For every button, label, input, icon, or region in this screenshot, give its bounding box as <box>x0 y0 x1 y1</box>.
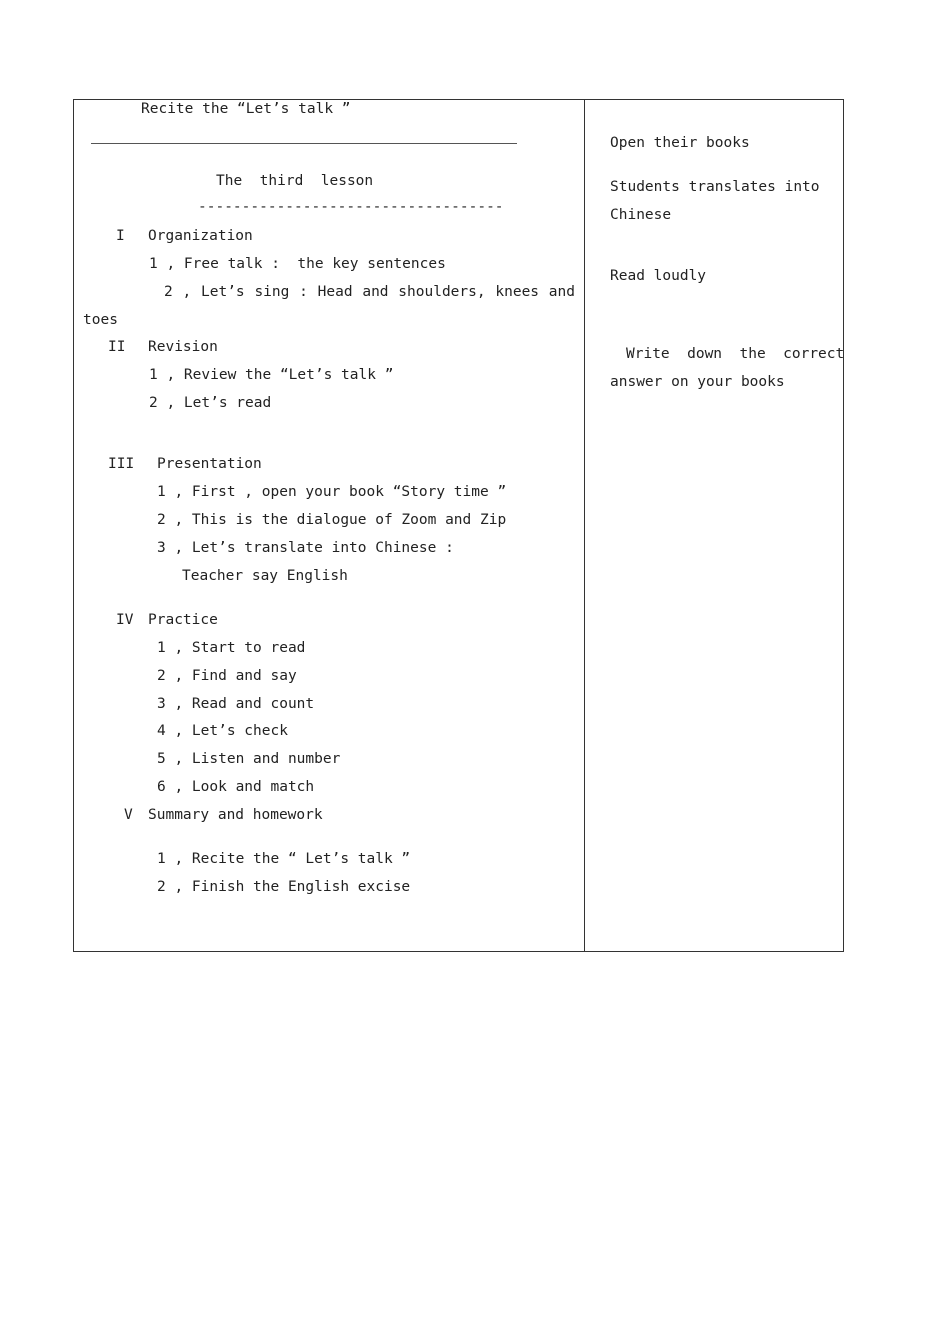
section-5-item-2: 2 , Finish the English excise <box>157 879 411 895</box>
section-5-title: Summary and homework <box>148 807 323 823</box>
lesson-title: The third lesson <box>216 173 374 189</box>
section-1-item-1: 1 , Free talk : the key sentences <box>149 256 446 272</box>
section-4-number: IV <box>116 612 134 628</box>
horizontal-rule <box>91 143 517 144</box>
section-4-title: Practice <box>148 612 218 628</box>
section-3-item-1: 1 , First , open your book “Story time ” <box>157 484 507 500</box>
note-translate-line-1: Students translates into <box>610 179 820 195</box>
section-3-title: Presentation <box>157 456 262 472</box>
section-1-item-2: 2 , Let’s sing : Head and shoulders, knees and <box>164 284 575 300</box>
section-2-number: II <box>108 339 126 355</box>
section-5-item-1: 1 , Recite the “ Let’s talk ” <box>157 851 411 867</box>
note-translate-line-2: Chinese <box>610 207 672 223</box>
section-2-item-1: 1 , Review the “Let’s talk ” <box>149 367 394 383</box>
column-divider <box>584 99 585 952</box>
section-4-item-6: 6 , Look and match <box>157 779 315 795</box>
section-3-item-2: 2 , This is the dialogue of Zoom and Zip <box>157 512 507 528</box>
section-4-item-4: 4 , Let’s check <box>157 723 288 739</box>
section-2-title: Revision <box>148 339 218 355</box>
section-3-item-3: 3 , Let’s translate into Chinese : <box>157 540 454 556</box>
section-3-item-3-sub: Teacher say English <box>182 568 348 584</box>
note-read-loudly: Read loudly <box>610 268 707 284</box>
note-open-books: Open their books <box>610 135 750 151</box>
section-1-title: Organization <box>148 228 253 244</box>
note-write-line-1: Write down the correct <box>626 346 845 362</box>
section-4-item-1: 1 , Start to read <box>157 640 306 656</box>
recite-line: Recite the “Let’s talk ” <box>141 101 351 117</box>
section-2-item-2: 2 , Let’s read <box>149 395 272 411</box>
section-4-item-3: 3 , Read and count <box>157 696 315 712</box>
section-4-item-2: 2 , Find and say <box>157 668 297 684</box>
note-write-line-2: answer on your books <box>610 374 785 390</box>
section-3-number: III <box>108 456 135 472</box>
section-5-number: V <box>124 807 133 823</box>
section-4-item-5: 5 , Listen and number <box>157 751 341 767</box>
section-1-item-2-continued: toes <box>83 312 118 328</box>
dashed-rule: ----------------------------------- <box>198 199 504 215</box>
section-1-number: I <box>116 228 125 244</box>
